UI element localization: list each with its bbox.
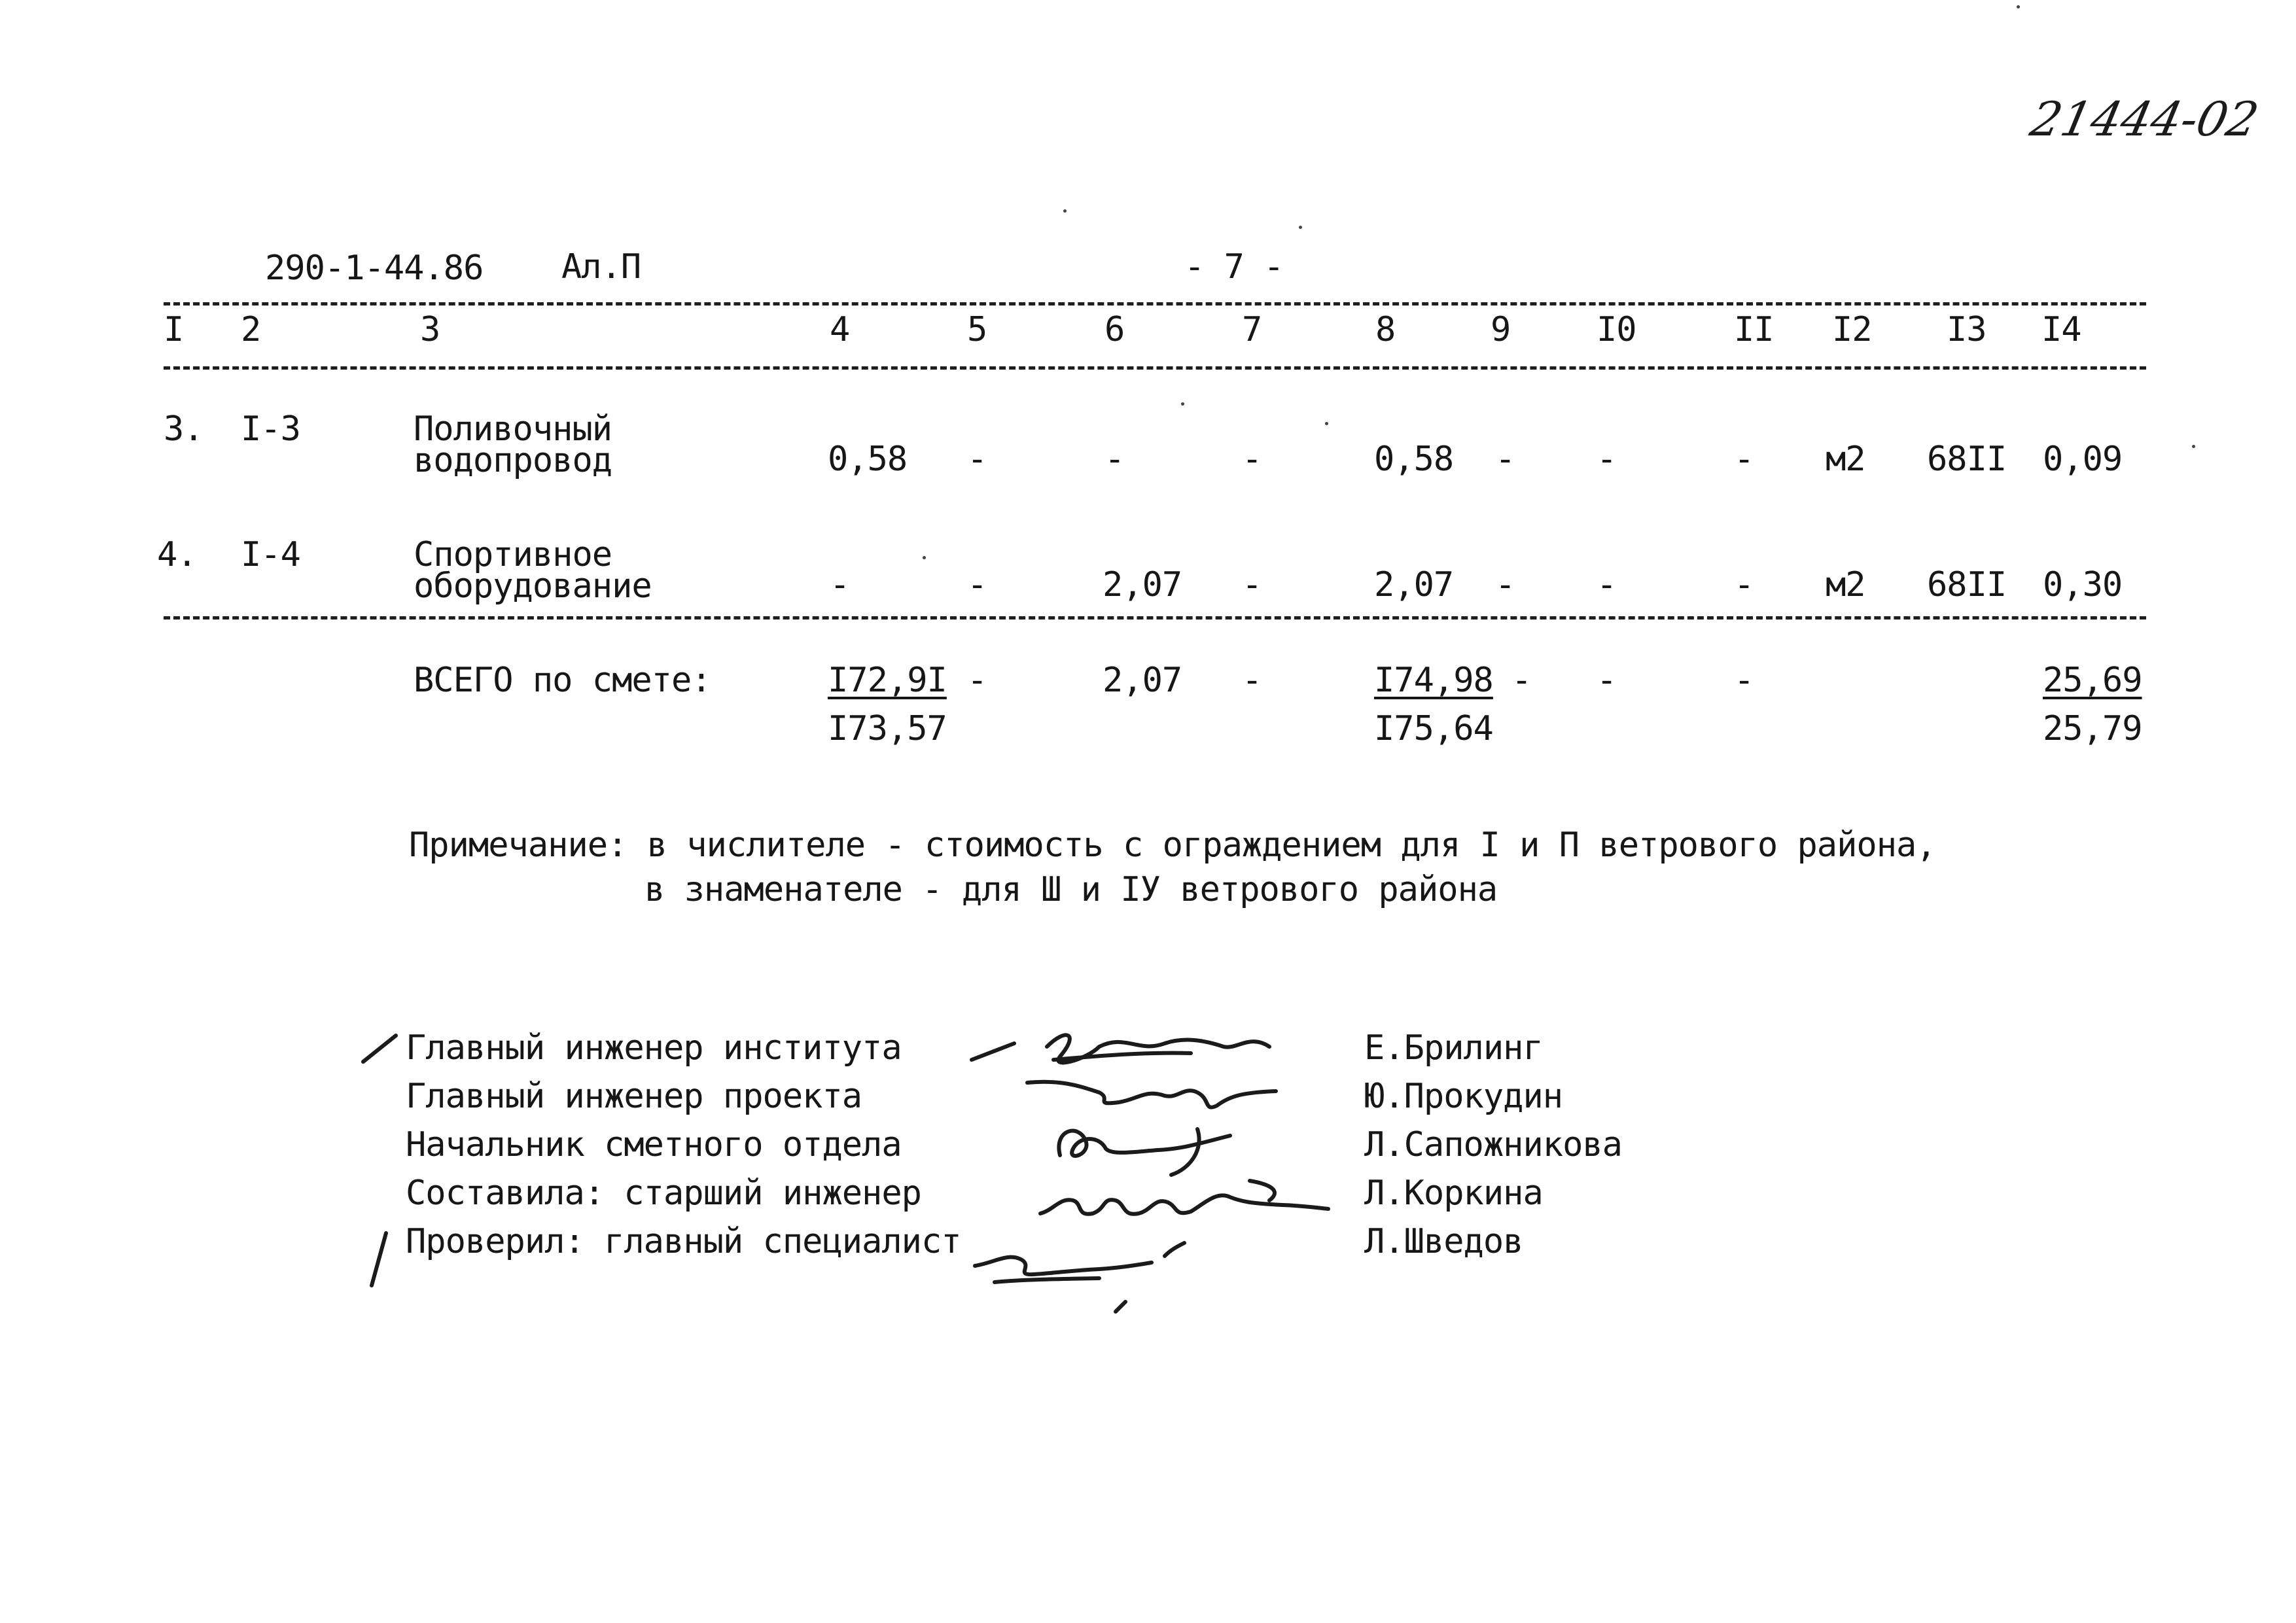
total-col11: - xyxy=(1734,661,1754,700)
row-number: 4. xyxy=(157,535,197,574)
signatory-name: Л.Коркина xyxy=(1364,1174,1543,1213)
scan-speck xyxy=(2017,5,2020,9)
cell-col11: - xyxy=(1734,565,1754,604)
signatory-name: Е.Брилинг xyxy=(1364,1028,1543,1068)
cell-col11: - xyxy=(1734,440,1754,479)
cell-col5: - xyxy=(967,440,987,479)
column-number: I4 xyxy=(2041,310,2081,349)
row-number: 3. xyxy=(164,410,203,449)
cell-col9: - xyxy=(1495,565,1515,604)
column-number: 8 xyxy=(1375,310,1396,349)
cell-col9: - xyxy=(1495,440,1515,479)
scan-speck xyxy=(1325,422,1328,425)
cell-col10: - xyxy=(1597,440,1617,479)
column-number: I2 xyxy=(1832,310,1872,349)
total-col6: 2,07 xyxy=(1103,661,1182,700)
scan-speck xyxy=(1299,226,1302,229)
total-col14-denominator: 25,79 xyxy=(2043,709,2142,748)
check-mark-icon xyxy=(366,1230,393,1289)
scan-speck xyxy=(1181,402,1184,406)
column-number: 9 xyxy=(1491,310,1511,349)
column-number: 6 xyxy=(1104,310,1125,349)
column-header-rule xyxy=(164,366,2146,370)
scan-speck xyxy=(923,556,926,559)
signatory-name: Ю.Прокудин xyxy=(1364,1077,1563,1116)
note-line1: Примечание: в числителе - стоимость с ограждением для I и П ветрового района, xyxy=(409,826,1936,865)
cell-col4: - xyxy=(830,565,850,604)
signatory-position: Начальник сметного отдела xyxy=(406,1125,902,1164)
doc-code: 290-1-44.86 xyxy=(265,249,484,288)
cell-col14: 0,09 xyxy=(2043,440,2123,479)
row-name-line2: оборудование xyxy=(414,567,652,606)
scan-speck xyxy=(2192,445,2195,448)
total-col4-denominator: I73,57 xyxy=(828,709,947,748)
signatory-position: Главный инженер института xyxy=(406,1028,902,1068)
column-number: 2 xyxy=(241,310,261,349)
check-mark-icon xyxy=(360,1032,399,1065)
cell-col7: - xyxy=(1242,440,1262,479)
signature-korkina xyxy=(1034,1164,1335,1236)
column-number: II xyxy=(1734,310,1774,349)
column-number: 4 xyxy=(830,310,850,349)
cell-col13: 68II xyxy=(1927,440,2007,479)
cell-col14: 0,30 xyxy=(2043,565,2123,604)
column-number: I0 xyxy=(1597,310,1636,349)
cell-col12: м2 xyxy=(1826,440,1865,479)
scan-speck xyxy=(1063,209,1067,213)
cell-col10: - xyxy=(1597,565,1617,604)
column-number: 5 xyxy=(967,310,987,349)
rows-bottom-rule xyxy=(164,616,2146,620)
cell-col13: 68II xyxy=(1927,565,2007,604)
row-code: I-4 xyxy=(241,535,300,574)
signatory-name: Л.Сапожникова xyxy=(1364,1125,1622,1164)
column-number: I3 xyxy=(1947,310,1987,349)
cell-col6: 2,07 xyxy=(1103,565,1182,604)
table-top-rule xyxy=(164,302,2146,305)
cell-col12: м2 xyxy=(1826,565,1865,604)
album-label: Ал.П xyxy=(561,247,641,287)
row-name-line1: Спортивное xyxy=(414,535,612,574)
total-col7: - xyxy=(1242,661,1262,700)
cell-col7: - xyxy=(1242,565,1262,604)
cell-col5: - xyxy=(967,565,987,604)
total-col9: - xyxy=(1511,661,1532,700)
cell-col8: 0,58 xyxy=(1374,440,1454,479)
cell-col8: 2,07 xyxy=(1374,565,1454,604)
row-name-line1: Поливочный xyxy=(414,410,612,449)
signatory-position: Главный инженер проекта xyxy=(406,1077,862,1116)
signature-shvedov xyxy=(968,1230,1230,1315)
total-col5: - xyxy=(967,661,987,700)
total-col10: - xyxy=(1597,661,1617,700)
row-name-line2: водопровод xyxy=(414,441,612,480)
column-number: 3 xyxy=(420,310,440,349)
row-code: I-3 xyxy=(241,410,300,449)
total-label: ВСЕГО по смете: xyxy=(414,661,711,700)
column-number: 7 xyxy=(1242,310,1262,349)
total-col4-numerator: I72,9I xyxy=(828,661,947,700)
page-number: - 7 - xyxy=(1184,247,1284,287)
signatory-name: Л.Шведов xyxy=(1364,1222,1523,1261)
signatory-position: Проверил: главный специалист xyxy=(406,1222,961,1261)
archive-number: 21444-02 xyxy=(2026,92,2263,147)
cell-col4: 0,58 xyxy=(828,440,908,479)
cell-col6: - xyxy=(1104,440,1125,479)
note-line2: в знаменателе - для Ш и IУ ветрового района xyxy=(645,870,1498,909)
total-col8-denominator: I75,64 xyxy=(1374,709,1493,748)
total-col14-numerator: 25,69 xyxy=(2043,661,2142,700)
signatory-position: Составила: старший инженер xyxy=(406,1174,921,1213)
total-col8-numerator: I74,98 xyxy=(1374,661,1493,700)
column-number: I xyxy=(164,310,184,349)
